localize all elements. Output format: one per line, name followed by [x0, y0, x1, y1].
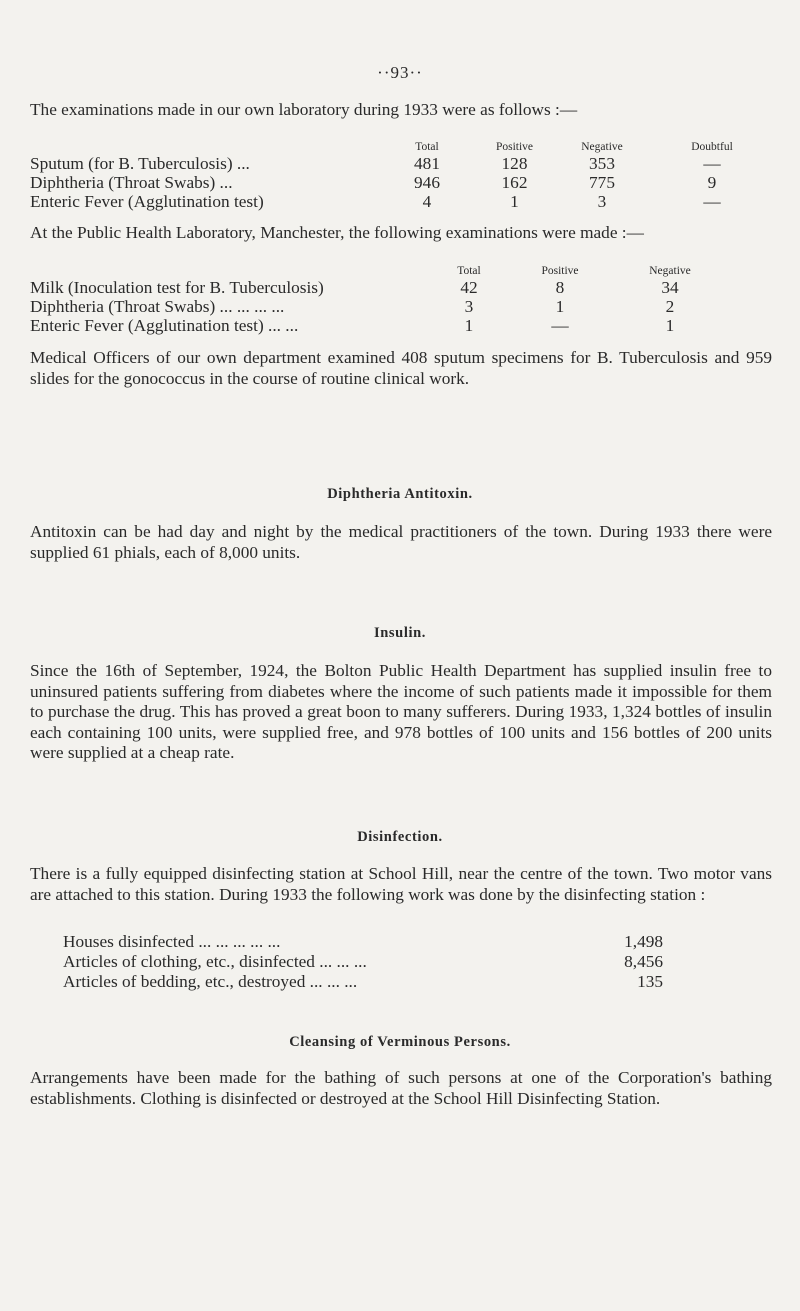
- cell-total: 481: [414, 154, 440, 173]
- cell-total: 4: [422, 192, 432, 211]
- table-header-row: [30, 264, 730, 278]
- list-item-label: Articles of clothing, etc., disinfected ... ... ...: [63, 952, 367, 971]
- row-label: Diphtheria (Throat Swabs) ... ... ... ...: [30, 297, 285, 316]
- table-row: [30, 297, 730, 316]
- disinfection-heading: Disinfection.: [357, 829, 443, 845]
- row-label: Enteric Fever (Agglutination test): [30, 192, 264, 211]
- cleansing-paragraph: Arrangements have been made for the bathing of such persons at one of the Corporation's bathing establishments. Clothing is disinfected or destroyed at the School Hill Disinfecting Station.: [30, 1068, 772, 1108]
- row-label: Enteric Fever (Agglutination test) ... ...: [30, 316, 299, 335]
- column-header: Negative: [649, 265, 691, 277]
- cell-positive: 1: [510, 192, 519, 211]
- cell-total: 1: [464, 316, 474, 335]
- antitoxin-paragraph: Antitoxin can be had day and night by the medical practitioners of the town. During 1933 there were supplied 61 phials, each of 8,000 units.: [30, 522, 772, 562]
- row-label: Sputum (for B. Tuberculosis) ...: [30, 154, 250, 173]
- column-header: Positive: [495, 141, 534, 153]
- cell-positive: 162: [501, 173, 528, 192]
- table-row: [30, 278, 730, 297]
- cell-negative: 353: [589, 154, 615, 173]
- manchester-table: [30, 264, 730, 335]
- cell-total: 946: [414, 173, 440, 192]
- cell-negative: 34: [661, 278, 679, 297]
- cell-negative: 775: [589, 173, 615, 192]
- cell-doubtful: —: [703, 192, 721, 211]
- disinfection-paragraph: There is a fully equipped disinfecting station at School Hill, near the centre of the town. Two motor vans are attached to this station. During 1933 the following work was done by the disinfecting station :: [30, 864, 772, 904]
- insulin-paragraph: Since the 16th of September, 1924, the Bolton Public Health Department has supplied insulin free to uninsured patients suffering from diabetes where the income of such patients made it impossible for them to purchase the drug. This has proved a great boon to many sufferers. During 1933, 1,324 bottles of insulin each containing 100 units, were supplied free, and 978 bottles of 100 units and 156 bottles of 200 units were supplied at a cheap rate.: [30, 661, 772, 762]
- list-item-value: 1,498: [624, 932, 663, 951]
- list-item-label: Articles of bedding, etc., destroyed ... ... ...: [63, 972, 358, 991]
- table-row: [30, 154, 777, 173]
- cell-positive: —: [551, 316, 569, 335]
- cell-positive: 1: [555, 297, 565, 316]
- cell-negative: 2: [665, 297, 675, 316]
- cell-doubtful: —: [703, 154, 721, 173]
- own-laboratory-table: [30, 140, 777, 211]
- column-header: Doubtful: [691, 141, 733, 153]
- antitoxin-heading: Diphtheria Antitoxin.: [327, 486, 473, 502]
- list-item: [63, 932, 663, 952]
- cell-doubtful: 9: [707, 173, 717, 192]
- cleansing-heading: Cleansing of Verminous Persons.: [289, 1034, 511, 1050]
- manchester-intro: At the Public Health Laboratory, Manchester, the following examinations were made :—: [30, 223, 644, 242]
- table-row: [30, 316, 730, 335]
- list-item-value: 135: [637, 972, 663, 991]
- row-label: Diphtheria (Throat Swabs) ...: [30, 173, 233, 192]
- list-item: [63, 972, 663, 992]
- page-number: ··93··: [377, 63, 423, 82]
- cell-total: 42: [460, 278, 478, 297]
- intro-paragraph: The examinations made in our own laboratory during 1933 were as follows :—: [30, 100, 578, 119]
- disinfection-list: [63, 932, 663, 992]
- cell-negative: 3: [597, 192, 607, 211]
- list-item-value: 8,456: [624, 952, 663, 971]
- list-item: [63, 952, 663, 972]
- cell-negative: 1: [665, 316, 675, 335]
- cell-positive: 128: [501, 154, 528, 173]
- column-header: Positive: [541, 265, 579, 277]
- table-header-row: [30, 140, 777, 154]
- table-row: [30, 173, 777, 192]
- cell-total: 3: [464, 297, 474, 316]
- column-header: Negative: [581, 141, 623, 153]
- column-header: Total: [415, 141, 439, 153]
- list-item-label: Houses disinfected ... ... ... ... ...: [63, 932, 281, 951]
- table-row: [30, 192, 777, 211]
- insulin-heading: Insulin.: [374, 625, 426, 641]
- column-header: Total: [457, 265, 481, 277]
- cell-positive: 8: [555, 278, 565, 297]
- row-label: Milk (Inoculation test for B. Tuberculosis): [30, 278, 324, 297]
- medical-officers-paragraph: Medical Officers of our own department examined 408 sputum specimens for B. Tuberculosis and 959 slides for the gonococcus in the course of routine clinical work.: [30, 348, 772, 388]
